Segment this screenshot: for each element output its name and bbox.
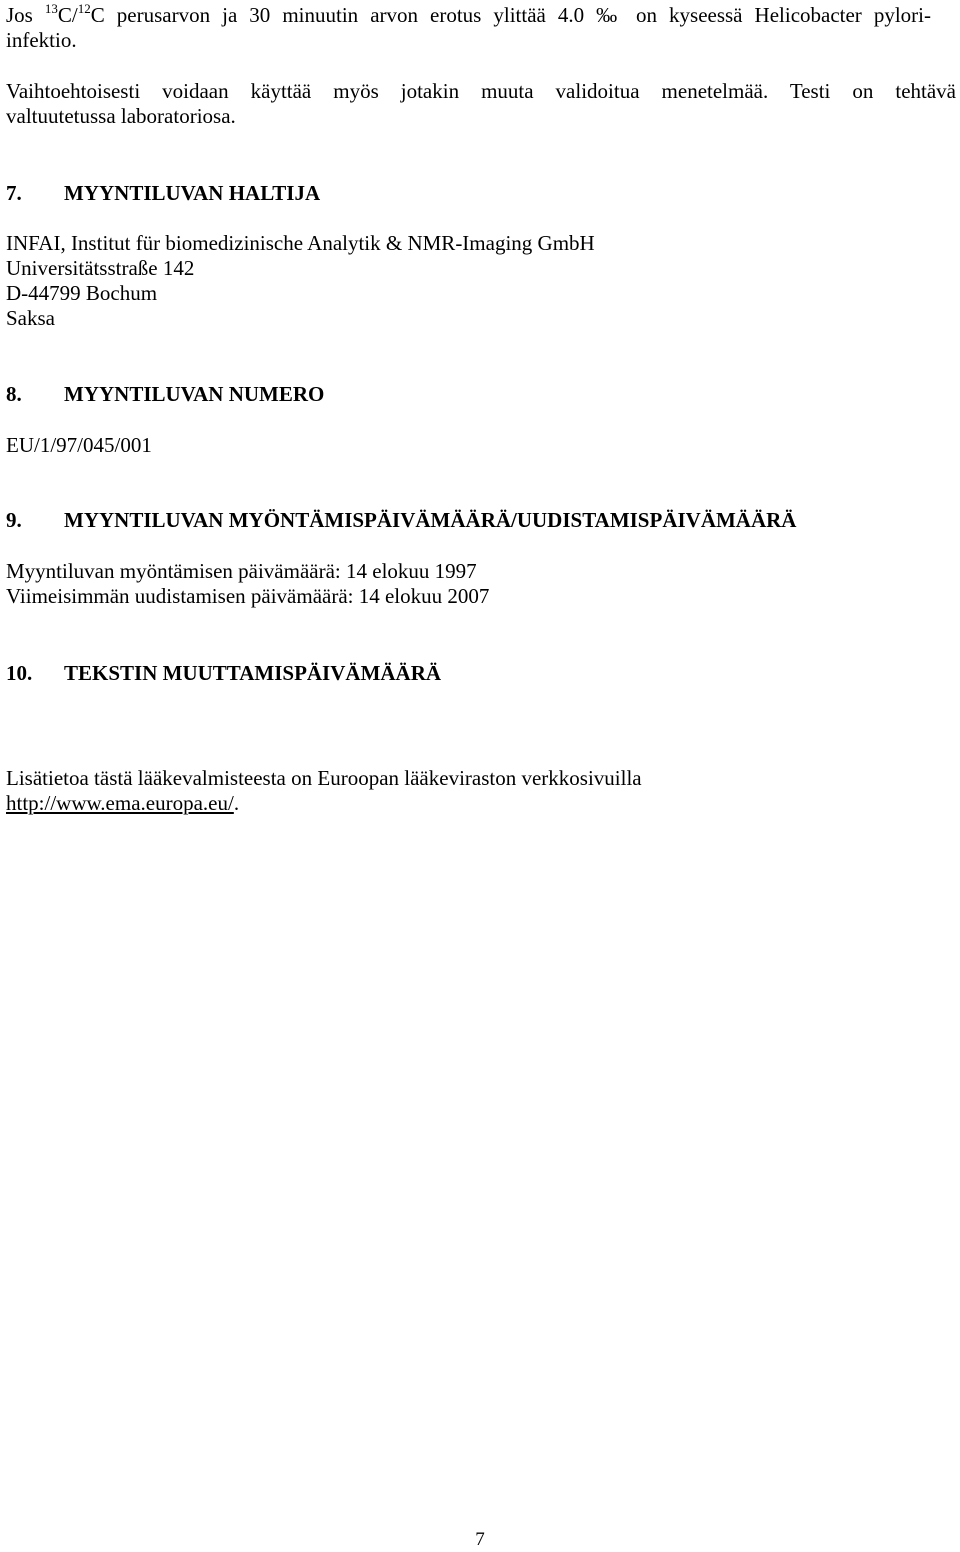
intro-line-1 bbox=[6, 3, 931, 28]
alt-line-2: valtuutetussa laboratoriosa. bbox=[6, 104, 236, 128]
link-suffix: . bbox=[233, 791, 240, 815]
isotope-13-superscript: 13 bbox=[44, 1, 58, 16]
further-info-link-line bbox=[6, 791, 956, 816]
first-authorisation-date: Myyntiluvan myöntämisen päivämäärä: 14 elokuu 1997 bbox=[6, 559, 477, 583]
section-10-number: 10. bbox=[6, 661, 33, 685]
intro-paragraph bbox=[6, 3, 931, 53]
intro-text-jos: Jos bbox=[6, 3, 45, 27]
section-9-heading bbox=[6, 508, 956, 533]
holder-name: INFAI, Institut für biomedizinische Analytik & NMR-Imaging GmbH bbox=[6, 231, 595, 255]
section-9-number: 9. bbox=[6, 508, 22, 532]
alt-line-1: Vaihtoehtoisesti voidaan käyttää myös jotakin muuta validoitua menetelmää. Testi on tehtävä bbox=[6, 79, 956, 103]
further-info-text: Lisätietoa tästä lääkevalmisteesta on Euroopan lääkeviraston verkkosivuilla bbox=[6, 766, 642, 790]
section-10-title: TEKSTIN MUUTTAMISPÄIVÄMÄÄRÄ bbox=[64, 661, 442, 685]
renewal-date: Viimeisimmän uudistamisen päivämäärä: 14 elokuu 2007 bbox=[6, 584, 490, 608]
section-7-number: 7. bbox=[6, 181, 22, 205]
ema-website-link[interactable]: http://www.ema.europa.eu/ bbox=[6, 791, 234, 815]
further-information bbox=[6, 766, 956, 816]
authorisation-number: EU/1/97/045/001 bbox=[6, 433, 152, 457]
section-7-title: MYYNTILUVAN HALTIJA bbox=[64, 181, 321, 205]
section-9-title: MYYNTILUVAN MYÖNTÄMISPÄIVÄMÄÄRÄ/UUDISTAMISPÄIVÄMÄÄRÄ bbox=[64, 508, 797, 532]
holder-city: D-44799 Bochum bbox=[6, 281, 158, 305]
page-number: 7 bbox=[475, 1529, 485, 1550]
section-7-body bbox=[6, 231, 956, 331]
holder-country: Saksa bbox=[6, 306, 55, 330]
isotope-12-superscript: 12 bbox=[77, 1, 91, 16]
intro-text-c: C/ bbox=[57, 3, 78, 27]
section-8-title: MYYNTILUVAN NUMERO bbox=[64, 382, 325, 406]
section-7-heading bbox=[6, 181, 956, 206]
section-9-body bbox=[6, 559, 956, 609]
section-8-number: 8. bbox=[6, 382, 22, 406]
section-10-heading bbox=[6, 661, 956, 686]
section-8-body bbox=[6, 433, 956, 458]
section-8-heading bbox=[6, 382, 956, 407]
holder-street: Universitätsstraße 142 bbox=[6, 256, 195, 280]
alternative-method-paragraph bbox=[6, 79, 956, 129]
intro-text-rest: C perusarvon ja 30 minuutin arvon erotus ylittää 4.0 ‰ on kyseessä Helicobacter pylori- bbox=[90, 3, 931, 27]
intro-line-2: infektio. bbox=[6, 28, 77, 52]
